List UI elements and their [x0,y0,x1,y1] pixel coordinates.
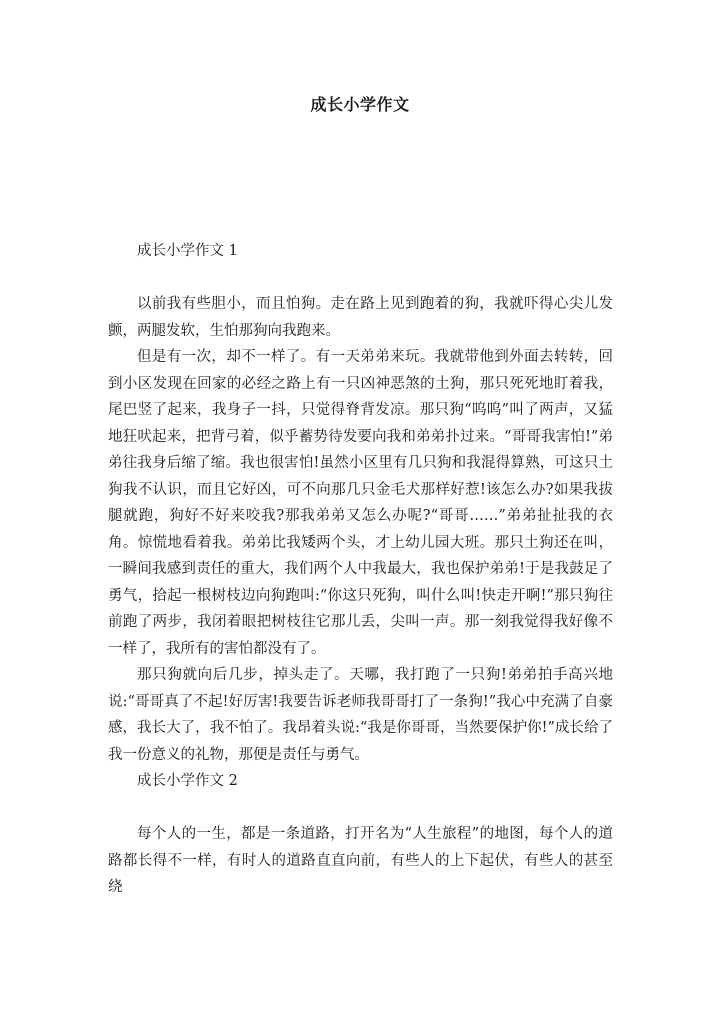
document-body [108,238,613,901]
document-title: 成长小学作文 [310,95,410,114]
section-heading-1: 成长小学作文 1 [137,243,238,259]
paragraph-1-2: 但是有一次，却不一样了。有一天弟弟来玩。我就带他到外面去转转，回到小区发现在回家的必经之路上有一只凶神恶煞的土狗，那只死死地盯着我，尾巴竖了起来，我身子一抖，只觉得脊背发凉。那只狗“呜呜”叫了两声，又猛地狂吠起来，把背弓着，似乎蓄势待发要向我和弟弟扑过来。“哥哥我害怕!”弟弟往我身后缩了缩。我也很害怕!虽然小区里有几只狗和我混得算熟，可这只土狗我不认识，而且它好凶，可不向那几只金毛犬那样好惹!该怎么办?如果我拔腿就跑，狗好不好来咬我?那我弟弟又怎么办呢?“哥哥……”弟弟扯扯我的衣角。惊慌地看着我。弟弟比我矮两个头，才上幼儿园大班。那只土狗还在叫，一瞬间我感到责任的重大，我们两个人中我最大，我也保护弟弟!于是我鼓足了勇气，拾起一根树枝边向狗跑叫:“你这只死狗，叫什么叫!快走开啊!”那只狗往前跑了两步，我闭着眼把树枝往它那儿丢，尖叫一声。那一刻我觉得我好像不一样了，我所有的害怕都没有了。 [108,349,613,657]
paragraph-1-3: 那只狗就向后几步，掉头走了。天哪，我打跑了一只狗!弟弟拍手高兴地说:“哥哥真了不起!好厉害!我要告诉老师我哥哥打了一条狗!”我心中充满了自豪感，我长大了，我不怕了。我昂着头说:“我是你哥哥，当然要保护你!”成长给了我一份意义的礼物，那便是责任与勇气。 [108,667,613,763]
paragraph-1-1: 以前我有些胆小，而且怕狗。走在路上见到跑着的狗，我就吓得心尖儿发颤，两腿发软，生怕那狗向我跑来。 [108,296,613,339]
paragraph-2-1: 每个人的一生，都是一条道路，打开名为“人生旅程”的地图，每个人的道路都长得不一样，有时人的道路直直向前，有些人的上下起伏，有些人的甚至绕 [108,826,613,895]
section-heading-2: 成长小学作文 2 [137,773,238,789]
spacer [108,795,613,822]
spacer [108,265,613,292]
